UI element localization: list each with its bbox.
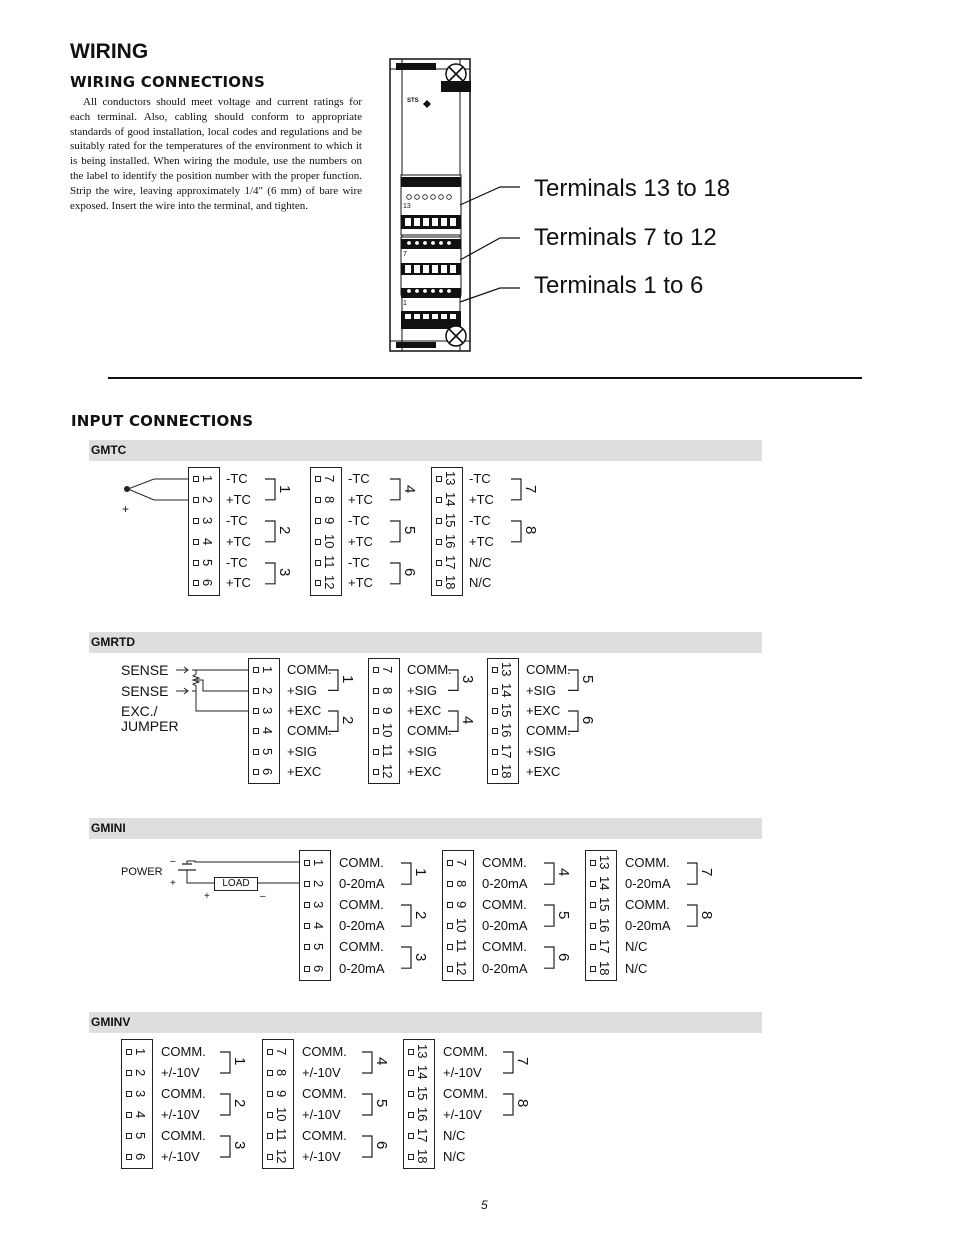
gmtc-section-bar: GMTC bbox=[89, 440, 762, 461]
terminal-screw bbox=[253, 667, 259, 673]
terminal-number: 15 bbox=[499, 703, 514, 718]
terminal-number: 18 bbox=[443, 575, 458, 590]
terminal-block bbox=[188, 467, 220, 596]
terminal-label: +SIG bbox=[287, 682, 317, 698]
terminal-number: 18 bbox=[415, 1148, 430, 1163]
terminal-screw bbox=[492, 688, 498, 694]
load-minus: – bbox=[260, 891, 266, 902]
channel-number: 2 bbox=[412, 910, 429, 919]
terminal-number: 4 bbox=[260, 727, 275, 735]
terminal-screw bbox=[304, 923, 310, 929]
terminal-screw bbox=[408, 1091, 414, 1097]
terminal-number: 14 bbox=[597, 875, 612, 891]
page-title: WIRING bbox=[70, 40, 149, 63]
terminal-number: 5 bbox=[311, 943, 326, 951]
terminal-screw bbox=[492, 749, 498, 755]
terminal-label: +TC bbox=[348, 492, 373, 508]
terminal-number: 4 bbox=[200, 537, 215, 546]
section-divider bbox=[108, 377, 862, 379]
terminal-number: 9 bbox=[454, 901, 469, 909]
terminal-block bbox=[299, 850, 331, 981]
terminal-number: 11 bbox=[380, 743, 395, 758]
terminal-screw bbox=[315, 580, 321, 586]
terminal-number: 3 bbox=[311, 901, 326, 909]
terminal-number: 3 bbox=[200, 517, 215, 525]
terminal-number: 17 bbox=[597, 939, 612, 954]
terminal-label: COMM. bbox=[482, 854, 527, 870]
terminal-screw bbox=[590, 902, 596, 908]
terminal-screw bbox=[304, 860, 310, 866]
channel-number: 6 bbox=[579, 716, 596, 725]
rtd-sense-label-2: SENSE bbox=[121, 683, 169, 699]
callout-terminals-13-18: Terminals 13 to 18 bbox=[534, 175, 731, 202]
terminal-screw bbox=[590, 860, 596, 866]
terminal-screw bbox=[447, 902, 453, 908]
load-plus: + bbox=[204, 891, 210, 902]
terminal-screw bbox=[373, 667, 379, 673]
terminal-number: 9 bbox=[380, 707, 395, 715]
terminal-number: 12 bbox=[322, 575, 337, 590]
terminal-label: 0-20mA bbox=[339, 875, 385, 891]
terminal-number: 15 bbox=[415, 1085, 430, 1100]
terminal-label: +SIG bbox=[526, 682, 556, 698]
terminal-screw bbox=[373, 688, 379, 694]
terminal-screw bbox=[590, 881, 596, 887]
terminal-label: +/-10V bbox=[161, 1064, 200, 1080]
channel-number: 3 bbox=[276, 568, 293, 577]
page-number: 5 bbox=[481, 1198, 488, 1212]
terminal-number: 16 bbox=[415, 1106, 430, 1121]
terminal-label: -TC bbox=[226, 554, 248, 570]
power-minus: – bbox=[170, 856, 176, 867]
rtd-jumper-label: JUMPER bbox=[121, 718, 179, 734]
terminal-number: 7 bbox=[274, 1047, 289, 1055]
terminal-number: 11 bbox=[454, 939, 469, 953]
terminal-label: +SIG bbox=[407, 682, 437, 698]
terminal-label: +SIG bbox=[407, 743, 437, 759]
rtd-sense-label-1: SENSE bbox=[121, 662, 169, 678]
terminal-label: 0-20mA bbox=[482, 960, 528, 976]
terminal-label: COMM. bbox=[302, 1043, 347, 1059]
terminal-number: 1 bbox=[260, 666, 275, 674]
terminal-label: COMM. bbox=[287, 723, 332, 739]
terminal-number: 12 bbox=[274, 1148, 289, 1163]
module-label-7: 7 bbox=[403, 251, 407, 258]
terminal-screw bbox=[126, 1133, 132, 1139]
terminal-label: COMM. bbox=[161, 1043, 206, 1059]
wiring-connections-text: All conductors should meet voltage and current ratings for each terminal. Also, cabling should conform to appropriate standards of good installation, local codes and regulations and be suitably rated for the temperatures of the environment to which it is being installed. When wiring the module, use the numbers on the label to identify the position number with the proper function. Strip the wire, leaving approximately 1/4" (6 mm) of bare wire exposed. Insert the wire into the terminal, and tighten. bbox=[70, 96, 362, 212]
terminal-label: +EXC bbox=[407, 703, 442, 718]
channel-number: 3 bbox=[412, 953, 429, 962]
terminal-number: 6 bbox=[311, 964, 326, 972]
channel-number: 4 bbox=[459, 716, 476, 725]
channel-number: 2 bbox=[339, 716, 356, 725]
terminal-label: +EXC bbox=[526, 703, 561, 718]
terminal-number: 15 bbox=[443, 513, 458, 528]
terminal-number: 8 bbox=[380, 686, 395, 694]
rtd-exc-label: EXC./ bbox=[121, 703, 158, 719]
terminal-number: 2 bbox=[311, 879, 326, 888]
terminal-label: +/-10V bbox=[443, 1064, 482, 1080]
terminal-label: +TC bbox=[226, 575, 251, 591]
terminal-number: 11 bbox=[274, 1127, 289, 1141]
terminal-label: COMM. bbox=[339, 897, 384, 912]
terminal-screw bbox=[447, 944, 453, 950]
channel-number: 1 bbox=[276, 484, 293, 494]
terminal-number: 3 bbox=[133, 1089, 148, 1097]
terminal-screw bbox=[193, 539, 199, 545]
terminal-screw bbox=[373, 749, 379, 755]
terminal-label: COMM. bbox=[339, 939, 384, 955]
terminal-label: 0-20mA bbox=[339, 960, 385, 976]
terminal-label: COMM. bbox=[443, 1085, 488, 1101]
terminal-screw bbox=[267, 1133, 273, 1139]
terminal-number: 8 bbox=[274, 1068, 289, 1076]
terminal-label: +TC bbox=[226, 533, 251, 549]
terminal-screw bbox=[193, 560, 199, 566]
terminal-screw bbox=[304, 944, 310, 950]
terminal-label: COMM. bbox=[161, 1127, 206, 1143]
terminal-label: COMM. bbox=[407, 723, 452, 739]
terminal-label: +EXC bbox=[287, 703, 322, 718]
terminal-label: -TC bbox=[469, 513, 491, 528]
terminal-screw bbox=[492, 708, 498, 714]
terminal-label: N/C bbox=[443, 1148, 466, 1164]
terminal-screw bbox=[253, 728, 259, 734]
terminal-number: 7 bbox=[454, 858, 469, 866]
terminal-number: 6 bbox=[133, 1152, 148, 1160]
terminal-label: +TC bbox=[348, 575, 373, 591]
terminal-number: 15 bbox=[597, 897, 612, 912]
terminal-screw bbox=[447, 966, 453, 972]
terminal-label: +TC bbox=[348, 533, 373, 549]
terminal-screw bbox=[492, 728, 498, 734]
terminal-screw bbox=[408, 1154, 414, 1160]
terminal-label: COMM. bbox=[443, 1043, 488, 1059]
terminal-label: +EXC bbox=[287, 764, 322, 780]
terminal-label: 0-20mA bbox=[625, 875, 671, 891]
channel-number: 4 bbox=[555, 868, 572, 877]
module-logo: STS bbox=[407, 98, 419, 104]
terminal-screw bbox=[436, 518, 442, 524]
terminal-label: +TC bbox=[469, 533, 494, 549]
terminal-screw bbox=[436, 580, 442, 586]
terminal-number: 10 bbox=[274, 1106, 289, 1121]
terminal-block bbox=[248, 658, 280, 784]
terminal-label: N/C bbox=[469, 575, 492, 591]
terminal-number: 11 bbox=[322, 554, 337, 569]
terminal-screw bbox=[267, 1154, 273, 1160]
terminal-screw bbox=[590, 944, 596, 950]
terminal-label: N/C bbox=[625, 939, 648, 955]
terminal-label: 0-20mA bbox=[482, 875, 528, 891]
thermocouple-symbol bbox=[118, 470, 198, 520]
channel-number: 8 bbox=[698, 910, 715, 919]
thermocouple-plus: + bbox=[122, 502, 130, 516]
terminal-label: 0-20mA bbox=[625, 918, 671, 934]
terminal-screw bbox=[436, 539, 442, 545]
terminal-screw bbox=[253, 688, 259, 694]
terminal-label: +SIG bbox=[287, 743, 317, 759]
terminal-number: 17 bbox=[443, 554, 458, 570]
terminal-number: 16 bbox=[499, 723, 514, 738]
terminal-number: 14 bbox=[415, 1064, 430, 1079]
terminal-screw bbox=[315, 518, 321, 524]
terminal-number: 8 bbox=[454, 879, 469, 888]
terminal-label: COMM. bbox=[526, 662, 571, 678]
terminal-number: 2 bbox=[200, 496, 215, 504]
terminal-screw bbox=[590, 966, 596, 972]
terminal-screw bbox=[193, 580, 199, 586]
terminal-label: -TC bbox=[226, 471, 248, 487]
terminal-screw bbox=[315, 497, 321, 503]
terminal-label: -TC bbox=[469, 471, 491, 487]
terminal-label: COMM. bbox=[625, 854, 670, 870]
channel-number: 7 bbox=[522, 484, 539, 494]
terminal-number: 13 bbox=[499, 662, 514, 677]
terminal-screw bbox=[447, 881, 453, 887]
channel-number: 7 bbox=[698, 868, 715, 877]
terminal-number: 18 bbox=[499, 764, 514, 779]
terminal-screw bbox=[304, 966, 310, 972]
terminal-number: 10 bbox=[380, 723, 395, 738]
terminal-number: 1 bbox=[311, 858, 326, 866]
terminal-screw bbox=[126, 1154, 132, 1160]
terminal-number: 5 bbox=[200, 558, 215, 566]
terminal-number: 8 bbox=[322, 496, 337, 504]
terminal-label: COMM. bbox=[526, 723, 571, 739]
terminal-number: 1 bbox=[133, 1047, 148, 1055]
terminal-number: 2 bbox=[260, 686, 275, 694]
terminal-number: 14 bbox=[499, 682, 514, 698]
terminal-number: 12 bbox=[380, 764, 395, 779]
channel-number: 5 bbox=[373, 1099, 390, 1108]
channel-number: 4 bbox=[401, 484, 418, 494]
terminal-number: 7 bbox=[322, 475, 337, 483]
terminal-label: N/C bbox=[443, 1127, 466, 1143]
terminal-number: 18 bbox=[597, 960, 612, 976]
terminal-screw bbox=[315, 560, 321, 566]
terminal-number: 9 bbox=[322, 517, 337, 525]
channel-number: 3 bbox=[459, 675, 476, 684]
terminal-label: COMM. bbox=[407, 662, 452, 678]
terminal-number: 6 bbox=[200, 579, 215, 587]
terminal-label: +/-10V bbox=[302, 1106, 341, 1122]
terminal-label: COMM. bbox=[302, 1127, 347, 1143]
terminal-label: N/C bbox=[469, 554, 492, 570]
channel-number: 7 bbox=[514, 1057, 531, 1066]
terminal-number: 17 bbox=[415, 1127, 430, 1142]
terminal-screw bbox=[304, 881, 310, 887]
terminal-label: +/-10V bbox=[302, 1148, 341, 1164]
channel-number: 8 bbox=[514, 1099, 531, 1108]
terminal-label: COMM. bbox=[339, 854, 384, 870]
terminal-screw bbox=[193, 518, 199, 524]
input-connections-heading: INPUT CONNECTIONS bbox=[71, 412, 254, 430]
terminal-number: 9 bbox=[274, 1089, 289, 1097]
channel-number: 4 bbox=[373, 1057, 390, 1066]
terminal-screw bbox=[193, 497, 199, 503]
terminal-label: 0-20mA bbox=[482, 918, 528, 934]
terminal-screw bbox=[126, 1112, 132, 1118]
channel-number: 2 bbox=[276, 526, 293, 535]
channel-number: 8 bbox=[522, 526, 539, 535]
terminal-label: COMM. bbox=[482, 939, 527, 955]
terminal-screw bbox=[590, 923, 596, 929]
module-label-1: 1 bbox=[403, 300, 407, 307]
terminal-label: COMM. bbox=[625, 897, 670, 912]
terminal-number: 7 bbox=[380, 666, 395, 674]
channel-number: 3 bbox=[231, 1141, 248, 1150]
power-plus: + bbox=[170, 878, 176, 889]
power-load-wiring bbox=[170, 850, 310, 895]
terminal-number: 16 bbox=[597, 918, 612, 933]
terminal-number: 3 bbox=[260, 707, 275, 715]
terminal-screw bbox=[408, 1049, 414, 1055]
terminal-number: 10 bbox=[322, 533, 337, 549]
channel-number: 6 bbox=[401, 568, 418, 577]
terminal-screw bbox=[315, 476, 321, 482]
terminal-screw bbox=[267, 1070, 273, 1076]
terminal-number: 4 bbox=[311, 922, 326, 930]
terminal-number: 12 bbox=[454, 960, 469, 976]
terminal-label: COMM. bbox=[161, 1085, 206, 1101]
power-label: POWER bbox=[121, 866, 163, 878]
rtd-wiring bbox=[170, 660, 260, 720]
terminal-screw bbox=[267, 1049, 273, 1055]
terminal-label: -TC bbox=[226, 513, 248, 528]
terminal-screw bbox=[436, 560, 442, 566]
terminal-screw bbox=[267, 1091, 273, 1097]
terminal-screw bbox=[408, 1133, 414, 1139]
channel-number: 5 bbox=[401, 526, 418, 535]
terminal-number: 6 bbox=[260, 768, 275, 776]
terminal-number: 13 bbox=[443, 471, 458, 486]
terminal-label: +TC bbox=[226, 492, 251, 508]
terminal-screw bbox=[447, 923, 453, 929]
terminal-label: +/-10V bbox=[443, 1106, 482, 1122]
terminal-label: +/-10V bbox=[161, 1148, 200, 1164]
terminal-number: 14 bbox=[443, 492, 458, 507]
channel-number: 6 bbox=[555, 953, 572, 962]
terminal-label: +TC bbox=[469, 492, 494, 508]
gmrtd-section-bar: GMRTD bbox=[89, 632, 762, 653]
terminal-label: +EXC bbox=[526, 764, 561, 780]
terminal-screw bbox=[492, 667, 498, 673]
terminal-number: 4 bbox=[133, 1110, 148, 1118]
terminal-screw bbox=[126, 1049, 132, 1055]
terminal-number: 2 bbox=[133, 1068, 148, 1076]
terminal-screw bbox=[193, 476, 199, 482]
channel-number: 1 bbox=[339, 675, 356, 684]
terminal-screw bbox=[253, 749, 259, 755]
terminal-screw bbox=[492, 769, 498, 775]
terminal-label: +/-10V bbox=[302, 1064, 341, 1080]
terminal-number: 16 bbox=[443, 533, 458, 549]
terminal-label: +/-10V bbox=[161, 1106, 200, 1122]
terminal-screw bbox=[315, 539, 321, 545]
terminal-screw bbox=[253, 708, 259, 714]
terminal-screw bbox=[373, 769, 379, 775]
terminal-screw bbox=[304, 902, 310, 908]
module-label-13: 13 bbox=[403, 203, 411, 210]
terminal-label: -TC bbox=[348, 471, 370, 487]
terminal-label: 0-20mA bbox=[339, 918, 385, 934]
callout-terminals-7-12: Terminals 7 to 12 bbox=[534, 224, 717, 251]
load-box: LOAD bbox=[214, 877, 258, 891]
gminv-section-bar: GMINV bbox=[89, 1012, 762, 1033]
terminal-label: COMM. bbox=[287, 662, 332, 678]
terminal-screw bbox=[253, 769, 259, 775]
channel-number: 6 bbox=[373, 1141, 390, 1150]
terminal-number: 10 bbox=[454, 918, 469, 933]
terminal-number: 13 bbox=[597, 854, 612, 870]
terminal-label: +SIG bbox=[526, 743, 556, 759]
terminal-screw bbox=[436, 497, 442, 503]
terminal-label: N/C bbox=[625, 960, 648, 976]
channel-number: 5 bbox=[555, 910, 572, 919]
terminal-screw bbox=[373, 708, 379, 714]
terminal-number: 17 bbox=[499, 743, 514, 759]
terminal-number: 13 bbox=[415, 1043, 430, 1058]
terminal-screw bbox=[373, 728, 379, 734]
terminal-screw bbox=[436, 476, 442, 482]
channel-number: 1 bbox=[412, 868, 429, 877]
terminal-screw bbox=[408, 1112, 414, 1118]
terminal-number: 5 bbox=[260, 747, 275, 756]
terminal-screw bbox=[408, 1070, 414, 1076]
channel-number: 2 bbox=[231, 1099, 248, 1108]
terminal-label: COMM. bbox=[302, 1085, 347, 1101]
terminal-block bbox=[121, 1039, 153, 1169]
terminal-label: COMM. bbox=[482, 897, 527, 912]
channel-number: 1 bbox=[231, 1057, 248, 1066]
channel-number: 5 bbox=[579, 675, 596, 684]
wiring-connections-heading: WIRING CONNECTIONS bbox=[70, 73, 265, 91]
terminal-screw bbox=[126, 1091, 132, 1097]
terminal-screw bbox=[267, 1112, 273, 1118]
terminal-label: -TC bbox=[348, 513, 370, 528]
gmini-section-bar: GMINI bbox=[89, 818, 762, 839]
terminal-label: +EXC bbox=[407, 764, 442, 780]
terminal-screw bbox=[126, 1070, 132, 1076]
terminal-screw bbox=[447, 860, 453, 866]
callout-terminals-1-6: Terminals 1 to 6 bbox=[534, 272, 704, 299]
terminal-label: -TC bbox=[348, 554, 370, 570]
terminal-number: 5 bbox=[133, 1131, 148, 1139]
terminal-number: 1 bbox=[200, 475, 215, 483]
